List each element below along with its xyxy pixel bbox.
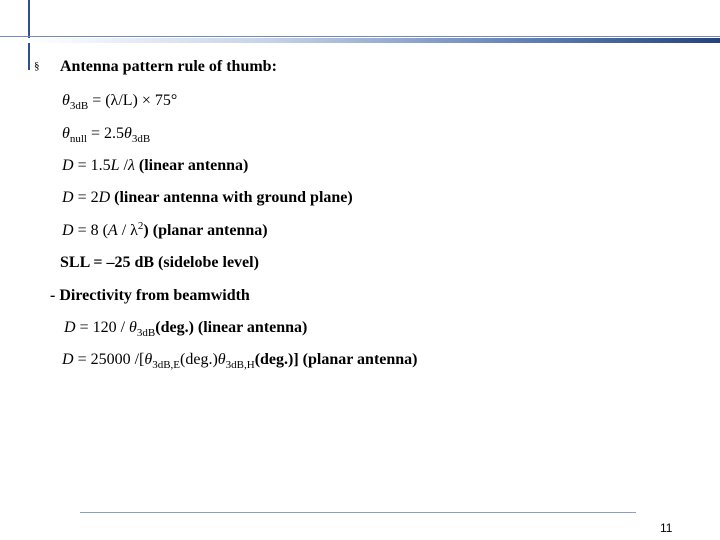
formula-directivity-beamwidth-linear: $D = 120 / \theta_{3dB}(deg.)$ (linear antenna) — [64, 319, 308, 339]
formula-directivity-ground-plane: D = 2D (linear antenna with ground plane) — [62, 189, 353, 206]
directivity-beamwidth-heading: - Directivity from beamwidth — [50, 287, 250, 304]
formula-theta-3db: $\theta_{3dB} = (\lambda/L) \times 75^\circ$ — [62, 92, 178, 112]
formula-directivity-planar: D = 8 $(A / \lambda^2)$ (planar antenna) — [62, 220, 268, 239]
page-number: 11 — [660, 521, 673, 535]
slide-heading: Antenna pattern rule of thumb: — [60, 58, 277, 75]
sidelobe-level-line: SLL = –25 dB (sidelobe level) — [60, 254, 259, 271]
footer-rule — [80, 512, 636, 513]
bullet-icon: § — [34, 60, 40, 72]
formula-theta-null: $\theta_{null} = 2.5\theta_{3dB}$ — [62, 125, 151, 145]
formula-directivity-beamwidth-planar: D = 25000 $/[\theta_{3dB,E}(deg.)\theta_{3dB,H}(deg.)]$ (planar antenna) — [62, 351, 418, 371]
formula-directivity-linear: D = 1.5L /λ (linear antenna) — [62, 157, 249, 174]
